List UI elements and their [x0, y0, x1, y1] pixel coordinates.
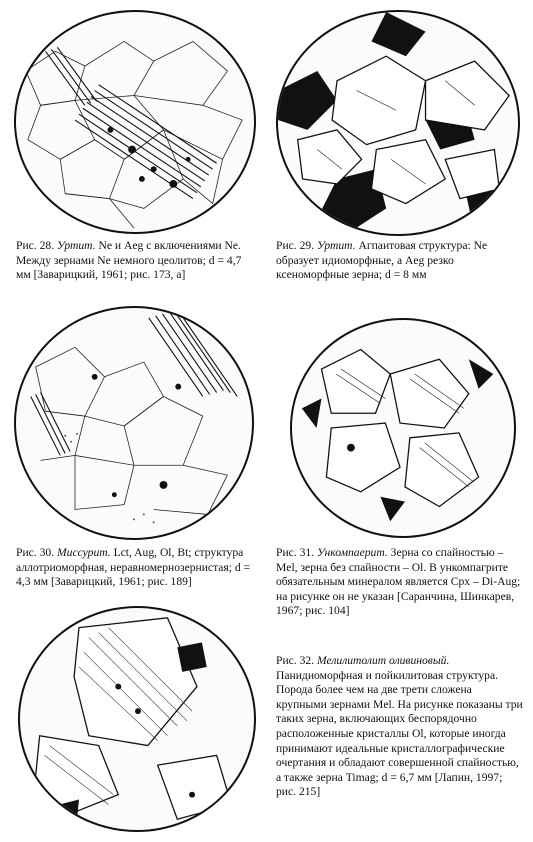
- rock-name: Уртит.: [57, 239, 96, 252]
- rock-name: Миссурит.: [57, 546, 111, 559]
- figure-29-caption: [276, 239, 522, 283]
- figure-31-micrograph-drawing: [290, 318, 516, 538]
- figure-number: Рис. 31.: [276, 546, 315, 559]
- rock-name: Уртит.: [317, 239, 356, 252]
- figure-32-caption: [276, 654, 524, 800]
- figure-28-micrograph-drawing: [14, 10, 256, 234]
- figure-number: Рис. 28.: [16, 239, 55, 252]
- caption-text: Агпаитовая структура: Ne образует идиоморфные, а Aeg резко ксеноморфные зерна; d = 8 мм: [276, 239, 488, 282]
- figure-32-micrograph-drawing: [18, 606, 256, 832]
- figure-number: Рис. 32.: [276, 654, 315, 667]
- figure-31-caption: [276, 546, 522, 619]
- figure-number: Рис. 29.: [276, 239, 315, 252]
- caption-text: Lct, Aug, Ol, Bt; структура аллотриоморфная, неравномернозернистая; d = 4,3 мм [Заварицкий, 1961; рис. 189]: [16, 546, 251, 589]
- rock-name: Ункомпаерит.: [317, 546, 388, 559]
- figure-30-caption: [16, 546, 264, 590]
- figure-28-caption: [16, 239, 258, 283]
- caption-text: Зерна со спайностью – Mel, зерна без спайности – Ol. В ункомпагрите обязательным минералом является Cpx – Di-Aug; на рисунке он не указан [Саранчина, Шинкарев, 1967; рис. 104]: [276, 546, 521, 618]
- caption-text: Панидиоморфная и пойкилитовая структура. Порода более чем на две трети сложена крупными зернами Mel. На рисунке показаны три таких зерна, включающих беспорядочно расположенные кристаллы Ol, которые иногда принимают идеальные кристаллографические очертания и обладают совершенной спайностью, а также зерна Timag; d = 6,7 мм [Лапин, 1997; рис. 215]: [276, 668, 523, 799]
- caption-text: Ne и Aeg с включениями Ne. Между зернами Ne немного цеолитов; d = 4,7 мм [Заварицкий, 1961; рис. 173, а]: [16, 239, 242, 282]
- figure-29-micrograph-drawing: [276, 10, 520, 236]
- rock-name: Мелилитолит оливиновый.: [317, 654, 450, 667]
- figure-number: Рис. 30.: [16, 546, 55, 559]
- figure-30-micrograph-drawing: [14, 306, 254, 540]
